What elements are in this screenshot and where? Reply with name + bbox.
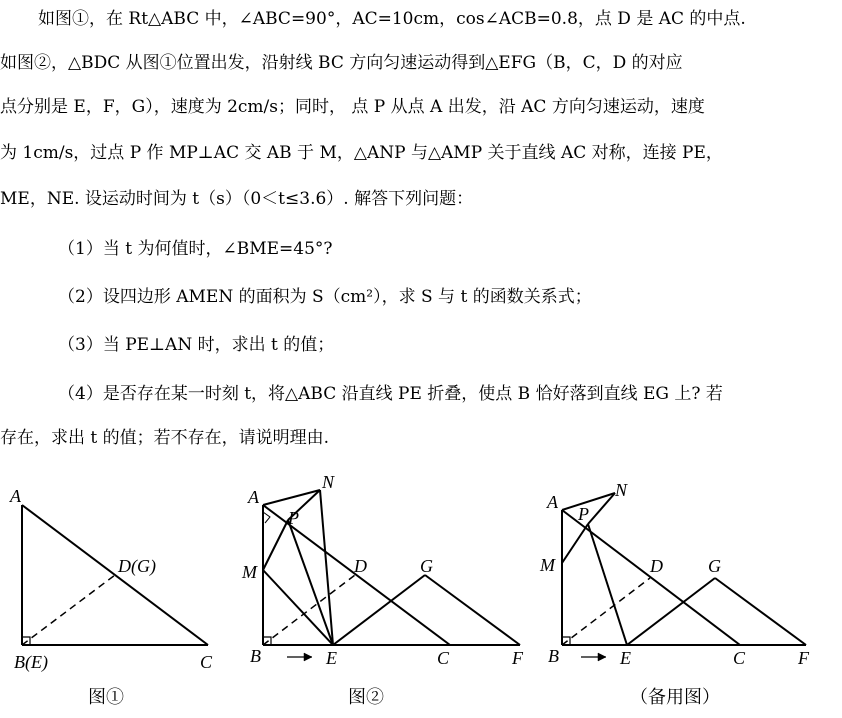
fig3-label-g: G	[708, 556, 721, 576]
fig3-dashed-bd	[562, 578, 650, 645]
fig3-label-m: M	[540, 555, 555, 575]
problem-line-5: ME，NE. 设运动时间为 t（s）（0＜t≤3.6）. 解答下列问题：	[0, 189, 474, 209]
fig3-label-a: A	[547, 492, 558, 512]
problem-line-2: 如图②，△BDC 从图①位置出发，沿射线 BC 方向匀速运动得到△EFG（B，C，D 的对应	[0, 53, 683, 73]
fig2-side-eg	[333, 575, 425, 645]
fig2-label-m: M	[242, 562, 257, 582]
fig3-side-eg	[627, 578, 715, 645]
fig3-label-n: N	[615, 480, 628, 500]
fig3-arrow-head	[598, 653, 606, 661]
figure-1	[22, 505, 208, 645]
fig2-label-d: D	[354, 556, 367, 576]
fig2-side-me	[263, 570, 333, 645]
question-4: （4）是否存在某一时刻 t，将△ABC 沿直线 PE 折叠，使点 B 恰好落到直线 EG 上? 若	[58, 384, 723, 404]
fig2-label-c: C	[437, 648, 450, 668]
fig2-side-mp	[263, 520, 288, 570]
fig3-side-gf	[715, 578, 806, 645]
fig3-caption: （备用图）	[630, 687, 720, 707]
fig2-arrow-head	[304, 653, 312, 661]
figure-3	[562, 493, 806, 661]
fig3-side-ac	[562, 510, 740, 645]
fig2-label-f: F	[512, 648, 523, 668]
problem-line-3: 点分别是 E，F，G），速度为 2cm/s；同时， 点 P 从点 A 出发，沿 AC 方向匀速运动，速度	[0, 97, 705, 117]
fig3-label-c: C	[733, 648, 746, 668]
figure-2	[263, 490, 520, 661]
fig3-label-f: F	[798, 648, 809, 668]
fig2-label-p: P	[288, 508, 299, 528]
problem-line-1: 如图①，在 Rt△ABC 中，∠ABC=90°，AC=10cm，cos∠ACB=0.8，点 D 是 AC 的中点.	[38, 9, 746, 29]
fig2-label-e: E	[326, 648, 337, 668]
fig1-label-dg: D(G)	[118, 556, 156, 576]
fig3-label-p: P	[578, 504, 589, 524]
fig2-label-b: B	[250, 646, 261, 666]
fig3-side-mp	[562, 524, 588, 563]
fig1-label-c: C	[200, 652, 213, 672]
fig2-side-ne	[320, 490, 333, 645]
question-2: （2）设四边形 AMEN 的面积为 S（cm²），求 S 与 t 的函数关系式；	[58, 287, 592, 307]
fig1-caption: 图①	[88, 687, 124, 707]
fig3-label-d: D	[650, 556, 663, 576]
fig1-label-be: B(E)	[14, 652, 48, 672]
fig2-label-a: A	[248, 487, 259, 507]
problem-last-line: 存在，求出 t 的值；若不存在，请说明理由.	[0, 428, 330, 448]
problem-line-4: 为 1cm/s，过点 P 作 MP⊥AC 交 AB 于 M，△ANP 与△AMP 关于直线 AC 对称，连接 PE，	[0, 143, 723, 163]
fig3-side-pe	[588, 524, 627, 645]
fig2-label-n: N	[322, 472, 335, 492]
fig2-right-angle-p	[263, 512, 270, 523]
fig2-label-g: G	[420, 556, 433, 576]
fig2-caption: 图②	[348, 687, 384, 707]
fig3-label-b: B	[548, 646, 559, 666]
question-1: （1）当 t 为何值时，∠BME=45°?	[58, 239, 333, 259]
fig1-label-a: A	[10, 486, 21, 506]
fig2-side-pe	[288, 520, 333, 645]
fig1-dashed-bd	[22, 575, 115, 645]
question-3: （3）当 PE⊥AN 时，求出 t 的值；	[58, 335, 335, 355]
fig1-side-ac	[22, 505, 208, 645]
fig3-label-e: E	[620, 648, 631, 668]
fig2-side-gf	[425, 575, 520, 645]
